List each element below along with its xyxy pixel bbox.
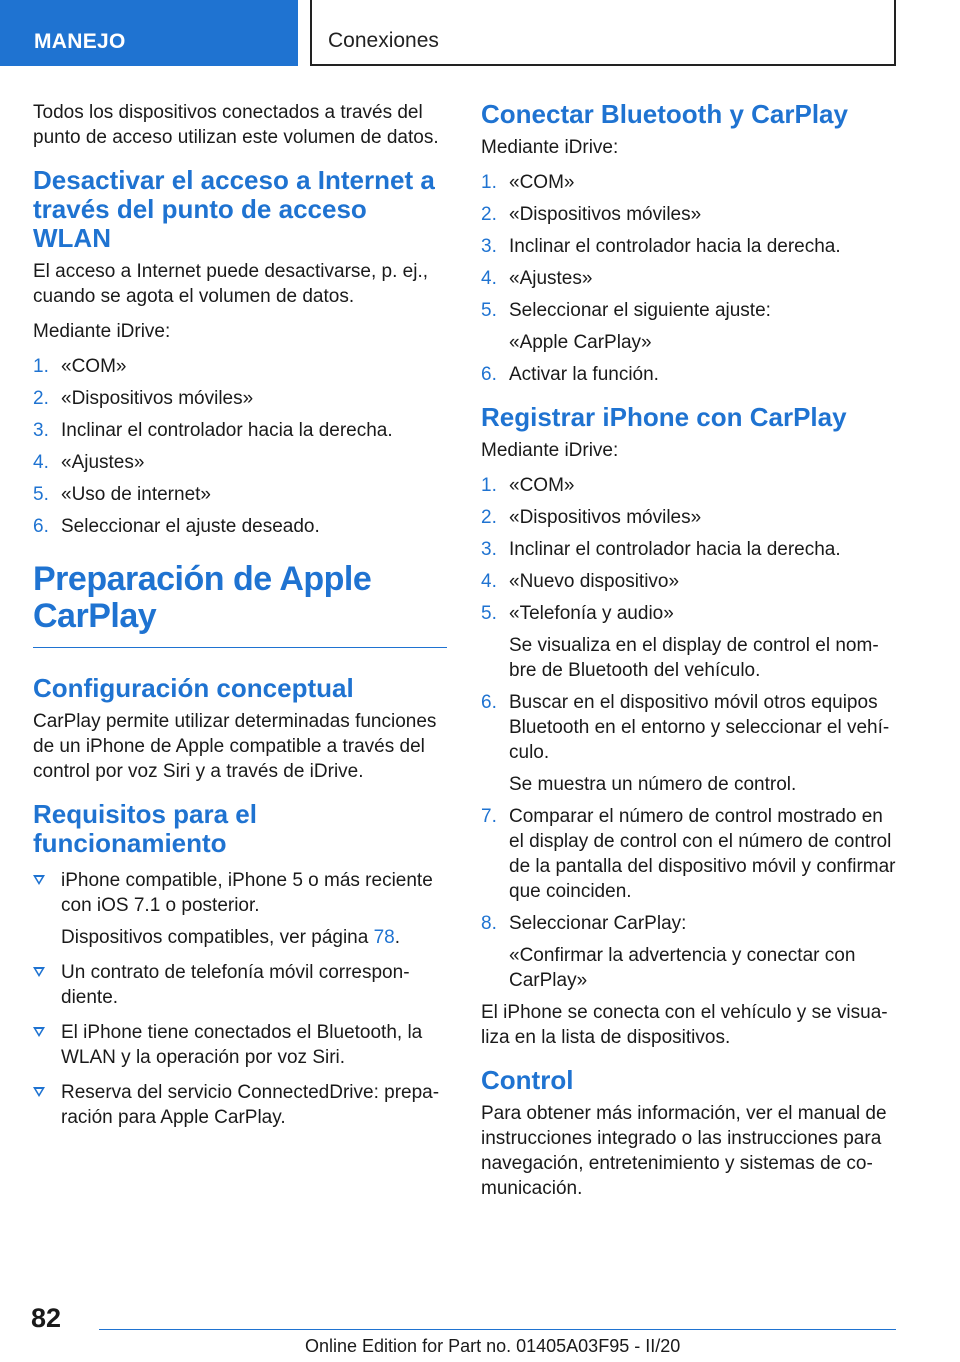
step-number: 7. [481,806,497,827]
list-item [33,386,447,411]
requirement-text: iPhone compatible, iPhone 5 o más reciente con iOS 7.1 o posterior. [61,870,433,916]
list-item [33,1020,447,1070]
step-text: «COM» [61,356,127,377]
list-item [481,473,897,498]
step-number: 5. [33,484,49,505]
list-item [481,234,897,259]
register-via: Mediante iDrive: [481,440,619,461]
step-text: «Dispositivos móviles» [509,204,702,225]
requirements-heading: Requisitos para el funcionamiento [33,799,257,858]
list-item [481,170,897,195]
step-text: Comparar el número de control mostrado en el display de control con el número de control de la pantalla del dispositivo móvil y confirmar que coinciden. [509,806,896,902]
step-number: 4. [481,268,497,289]
carplay-main-heading: Preparación de Apple CarPlay [33,560,372,635]
step-text: Activar la función. [509,364,659,385]
list-item [481,537,897,562]
heading-divider [33,647,447,648]
triangle-bullet-icon [33,875,45,885]
list-item [33,482,447,507]
right-column [481,100,897,1211]
step-text: «Telefonía y audio» [509,603,674,624]
step-text: «COM» [509,475,575,496]
bluetooth-carplay-heading: Conectar Bluetooth y CarPlay [481,99,848,129]
step-number: 1. [481,475,497,496]
bluetooth-steps [481,170,897,387]
list-item [33,1080,447,1130]
list-item [33,960,447,1010]
footer-edition: Online Edition for Part no. 01405A03F95 - II/20 [305,1336,681,1356]
triangle-bullet-icon [33,1087,45,1097]
step-number: 2. [481,507,497,528]
concept-heading: Configuración conceptual [33,673,354,703]
step-number: 6. [481,364,497,385]
list-item [33,450,447,475]
step-number: 1. [33,356,49,377]
page-reference-link[interactable]: 78 [373,927,395,948]
disable-internet-text: El acceso a Internet puede desactivarse, p. ej., cuando se agota el volumen de datos. [33,261,429,307]
list-item [481,690,897,797]
page-ref-prefix: Dispositivos compatibles, ver página [61,927,374,948]
step-subtext: Se muestra un número de control. [509,774,797,795]
section-tab [0,0,298,66]
step-number: 6. [481,692,497,713]
disable-internet-heading: Desactivar el acceso a Internet a través del punto de acceso WLAN [33,165,435,253]
step-number: 3. [481,236,497,257]
step-text: «Ajustes» [509,268,593,289]
step-number: 2. [33,388,49,409]
step-text: Inclinar el controlador hacia la derecha. [61,420,393,441]
list-item [33,514,447,539]
step-text: «Dispositivos móviles» [509,507,702,528]
step-text: Seleccionar el siguiente ajuste: [509,300,771,321]
requirement-subtext [61,925,447,950]
list-item [481,569,897,594]
intro-paragraph: Todos los dispositivos conectados a través del punto de acceso utilizan este volumen de datos. [33,102,439,148]
step-text: Inclinar el controlador hacia la derecha. [509,539,841,560]
chapter-label: Conexiones [328,29,439,52]
step-number: 5. [481,300,497,321]
step-subtext: Se visualiza en el display de control el nombre de Bluetooth del vehículo. [509,635,879,681]
triangle-bullet-icon [33,967,45,977]
step-number: 2. [481,204,497,225]
step-number: 5. [481,603,497,624]
step-text: Buscar en el dispositivo móvil otros equipos Bluetooth en el entorno y seleccionar el vehículo. [509,692,890,763]
step-text: Seleccionar el ajuste deseado. [61,516,320,537]
step-number: 3. [33,420,49,441]
page-number: 82 [31,1303,62,1333]
list-item [481,804,897,904]
step-number: 3. [481,539,497,560]
list-item [481,911,897,993]
step-text: «COM» [509,172,575,193]
step-subtext: «Confirmar la advertencia y conectar con CarPlay» [509,945,856,991]
step-text: Inclinar el controlador hacia la derecha. [509,236,841,257]
triangle-bullet-icon [33,1027,45,1037]
list-item [481,505,897,530]
disable-internet-via: Mediante iDrive: [33,321,171,342]
list-item [33,418,447,443]
page-ref-suffix: . [394,927,401,948]
register-iphone-heading: Registrar iPhone con CarPlay [481,402,847,432]
list-item [481,202,897,227]
concept-text: CarPlay permite utilizar determinadas funciones de un iPhone de Apple compatible a través del control por voz Siri y a través de iDrive. [33,711,437,782]
step-text: «Ajustes» [61,452,145,473]
control-text: Para obtener más información, ver el manual de instrucciones integrado o las instrucciones para navegación, entretenimiento y sistemas de comunicación. [481,1103,887,1199]
step-number: 1. [481,172,497,193]
requirement-text: Un contrato de telefonía móvil correspondiente. [61,962,410,1008]
step-text: Seleccionar CarPlay: [509,913,687,934]
step-number: 6. [33,516,49,537]
requirement-text: El iPhone tiene conectados el Bluetooth, la WLAN y la operación por voz Siri. [61,1022,423,1068]
list-item [481,298,897,355]
list-item [481,362,897,387]
step-number: 4. [481,571,497,592]
step-text: «Nuevo dispositivo» [509,571,680,592]
disable-internet-steps [33,354,447,539]
requirements-list [33,868,447,1130]
step-text: «Uso de internet» [61,484,211,505]
step-subtext: «Apple CarPlay» [509,332,652,353]
register-steps [481,473,897,993]
requirement-text: Reserva del servicio ConnectedDrive: preparación para Apple CarPlay. [61,1082,440,1128]
list-item [481,266,897,291]
list-item [481,601,897,683]
left-column [33,100,447,1140]
register-result: El iPhone se conecta con el vehículo y se visualiza en la lista de dispositivos. [481,1002,888,1048]
chapter-header [310,0,896,66]
list-item [33,354,447,379]
list-item [33,868,447,950]
bluetooth-via: Mediante iDrive: [481,137,619,158]
step-number: 8. [481,913,497,934]
control-heading: Control [481,1065,574,1095]
step-text: «Dispositivos móviles» [61,388,254,409]
section-label: MANEJO [34,30,126,53]
step-number: 4. [33,452,49,473]
footer-divider [99,1329,896,1330]
